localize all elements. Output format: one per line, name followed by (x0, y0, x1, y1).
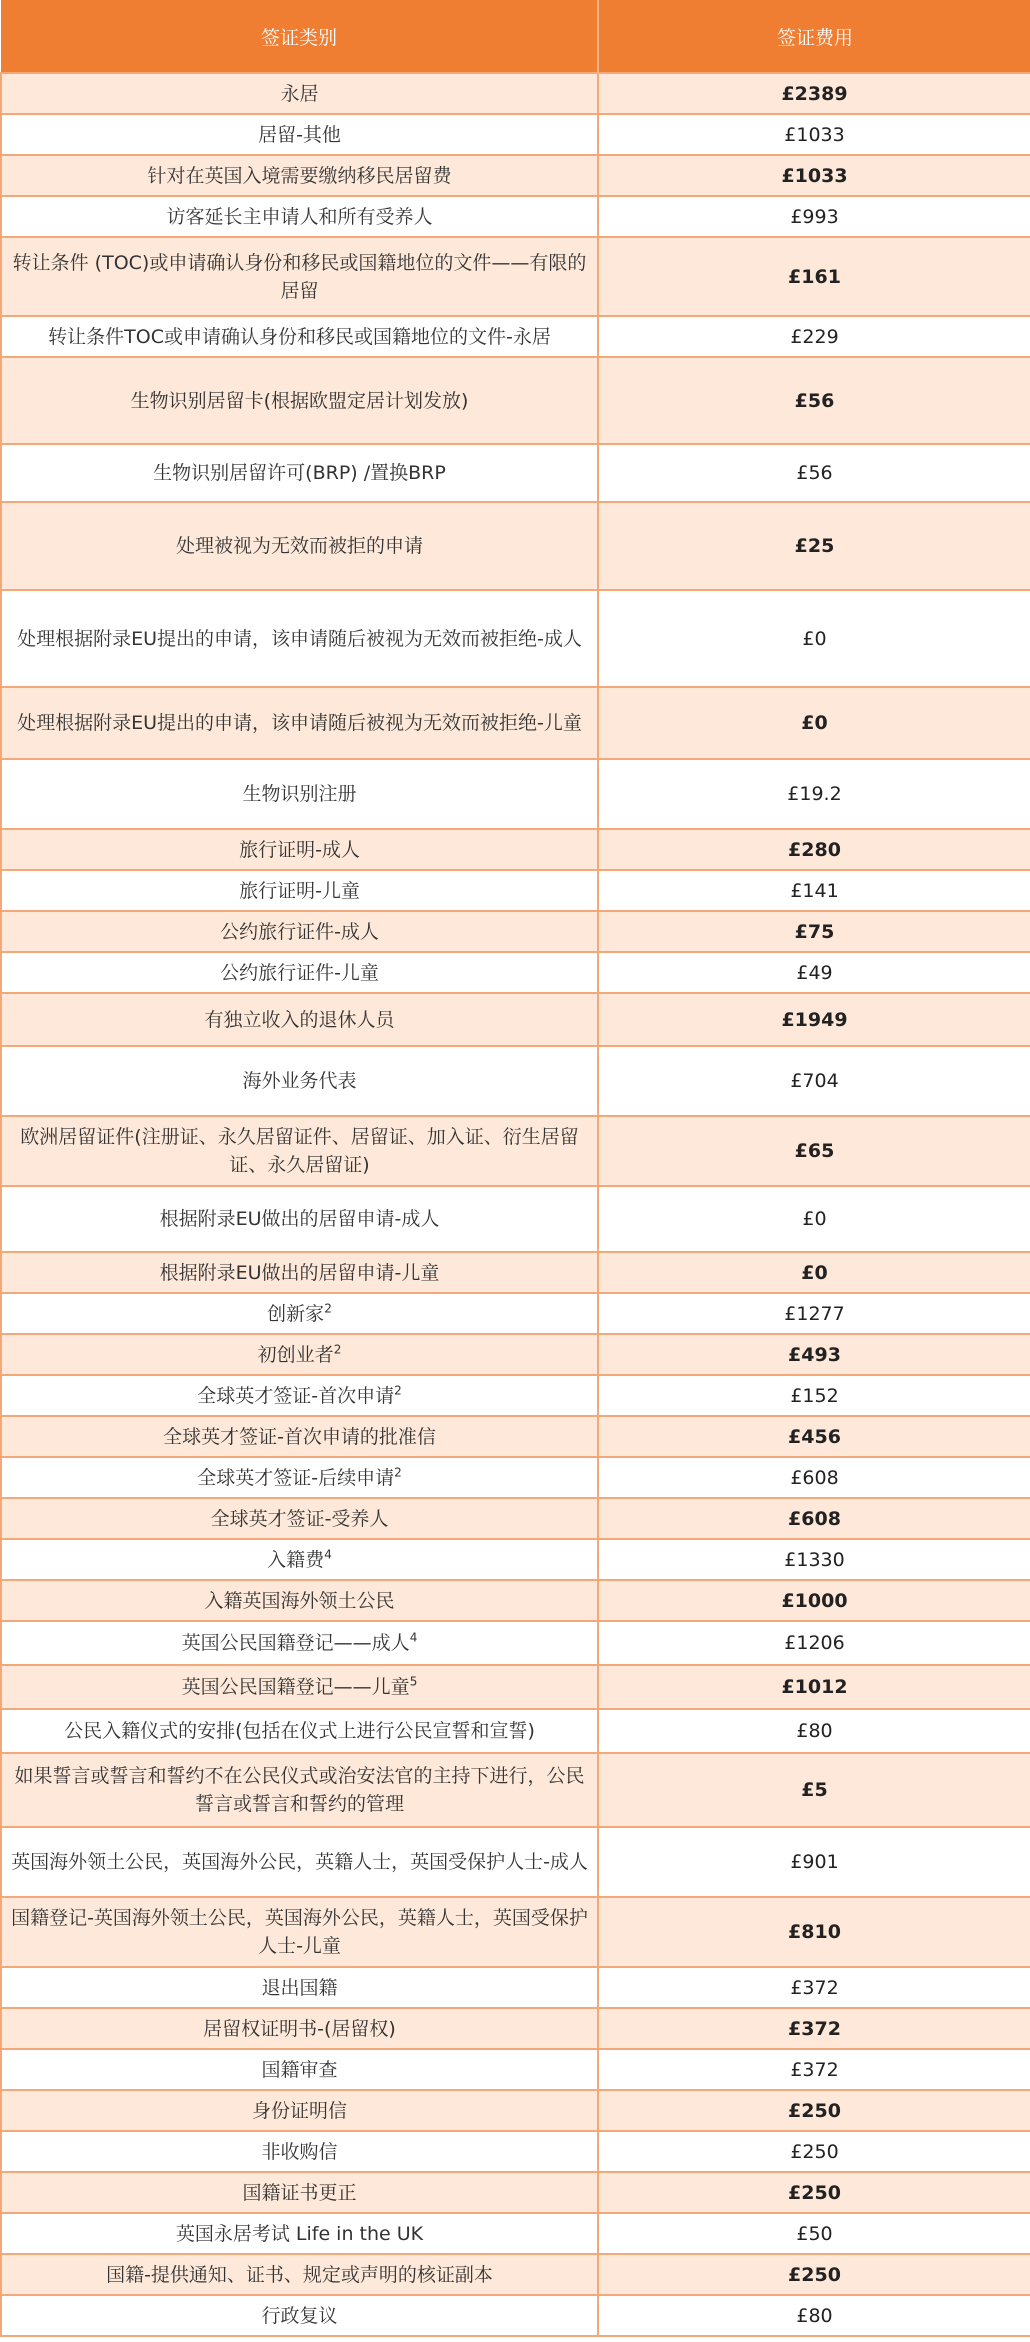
table-row (1, 1334, 1030, 1375)
visa-category-label: 有独立收入的退休人员 (204, 1008, 395, 1031)
table-row (1, 1897, 1030, 1967)
visa-category-label: 根据附录EU做出的居留申请-儿童 (159, 1261, 440, 1284)
table-row (1, 73, 1030, 114)
visa-fee-cell: £141 (598, 870, 1030, 911)
visa-fee-cell: £25 (598, 502, 1030, 590)
table-row (1, 993, 1030, 1046)
visa-fee-cell: £993 (598, 196, 1030, 237)
table-row (1, 1753, 1030, 1827)
visa-category-label: 生物识别注册 (242, 783, 357, 805)
table-row (1, 502, 1030, 590)
visa-fee-cell: £250 (598, 2090, 1030, 2131)
visa-category-cell (1, 2090, 598, 2131)
visa-category-cell (1, 1753, 598, 1827)
visa-category-cell (1, 759, 598, 829)
visa-category-cell (1, 357, 598, 444)
visa-category-cell (1, 2049, 598, 2090)
table-row (1, 1498, 1030, 1539)
visa-category-label: 初创业者 (257, 1343, 334, 1366)
visa-fee-cell: £19.2 (598, 759, 1030, 829)
table-row (1, 2295, 1030, 2336)
table-row (1, 1252, 1030, 1293)
visa-fee-cell: £0 (598, 590, 1030, 687)
visa-fee-cell: £250 (598, 2172, 1030, 2213)
visa-category-label: 入籍英国海外领土公民 (204, 1589, 395, 1612)
visa-category-label: 处理根据附录EU提出的申请，该申请随后被视为无效而被拒绝-成人 (17, 627, 582, 650)
visa-category-label: 身份证明信 (251, 2099, 347, 2122)
header-category: 签证类别 (1, 0, 598, 73)
table-row (1, 444, 1030, 502)
visa-category-label: 针对在英国入境需要缴纳移民居留费 (147, 164, 452, 187)
visa-category-cell (1, 829, 598, 870)
table-row (1, 357, 1030, 444)
visa-fee-cell: £80 (598, 2295, 1030, 2336)
visa-fee-cell: £75 (598, 911, 1030, 952)
visa-fee-cell: £152 (598, 1375, 1030, 1416)
visa-category-label: 英国海外领土公民，英国海外公民，英籍人士，英国受保护人士-成人 (11, 1851, 588, 1873)
visa-fee-cell: £810 (598, 1897, 1030, 1967)
visa-category-cell (1, 2295, 598, 2336)
table-row (1, 2049, 1030, 2090)
visa-category-label: 国籍审查 (261, 2058, 338, 2081)
visa-category-cell (1, 1967, 598, 2008)
visa-fee-cell: £0 (598, 687, 1030, 759)
visa-category-label: 英国永居考试 Life in the UK (175, 2222, 424, 2245)
table-row (1, 1416, 1030, 1457)
visa-category-label: 根据附录EU做出的居留申请-成人 (159, 1208, 440, 1230)
visa-category-label: 转让条件TOC或申请确认身份和移民或国籍地位的文件-永居 (48, 325, 551, 348)
footnote-marker: 4 (324, 1547, 332, 1562)
table-row (1, 1116, 1030, 1186)
visa-category-cell (1, 1293, 598, 1334)
table-row (1, 114, 1030, 155)
visa-fee-cell: £56 (598, 444, 1030, 502)
visa-fee-cell: £5 (598, 1753, 1030, 1827)
visa-category-cell (1, 687, 598, 759)
footnote-marker: 2 (333, 1342, 342, 1357)
visa-category-label: 公约旅行证件-儿童 (220, 961, 379, 984)
visa-category-label: 转让条件 (TOC)或申请确认身份和移民或国籍地位的文件——有限的居留 (12, 251, 587, 302)
visa-category-cell (1, 1334, 598, 1375)
table-row (1, 759, 1030, 829)
visa-fee-cell: £250 (598, 2131, 1030, 2172)
header-fee: 签证费用 (598, 0, 1030, 73)
table-row (1, 1293, 1030, 1334)
visa-category-cell (1, 1252, 598, 1293)
visa-category-cell (1, 1498, 598, 1539)
visa-category-cell (1, 1621, 598, 1665)
visa-category-cell (1, 1539, 598, 1580)
visa-category-cell (1, 1457, 598, 1498)
table-row (1, 237, 1030, 316)
visa-category-label: 生物识别居留卡(根据欧盟定居计划发放) (130, 389, 469, 412)
visa-category-cell (1, 2254, 598, 2295)
visa-category-label: 居留权证明书-(居留权) (203, 2017, 396, 2040)
table-row (1, 1967, 1030, 2008)
table-row (1, 911, 1030, 952)
visa-fee-cell: £250 (598, 2254, 1030, 2295)
visa-fee-cell: £608 (598, 1457, 1030, 1498)
visa-category-label: 行政复议 (261, 2304, 338, 2327)
visa-fee-cell: £1330 (598, 1539, 1030, 1580)
table-row (1, 687, 1030, 759)
visa-category-cell (1, 1580, 598, 1621)
visa-category-cell (1, 237, 598, 316)
table-row (1, 2008, 1030, 2049)
table-row (1, 1375, 1030, 1416)
visa-category-cell (1, 1046, 598, 1116)
visa-fee-cell: £901 (598, 1827, 1030, 1897)
visa-category-label: 访客延长主申请人和所有受养人 (166, 205, 433, 228)
visa-category-cell (1, 114, 598, 155)
visa-category-cell (1, 2172, 598, 2213)
visa-fee-cell: £50 (598, 2213, 1030, 2254)
visa-category-label: 全球英才签证-首次申请的批准信 (163, 1425, 436, 1448)
visa-category-label: 生物识别居留许可(BRP) /置换BRP (153, 462, 446, 484)
visa-category-cell (1, 2131, 598, 2172)
footnote-marker: 2 (394, 1383, 402, 1398)
visa-category-cell (1, 952, 598, 993)
visa-category-cell (1, 1186, 598, 1252)
visa-category-label: 欧洲居留证件(注册证、永久居留证件、居留证、加入证、衍生居留证、永久居留证) (20, 1126, 579, 1176)
table-row (1, 196, 1030, 237)
visa-category-label: 退出国籍 (261, 1976, 338, 1999)
visa-fee-cell: £493 (598, 1334, 1030, 1375)
visa-fee-cell: £229 (598, 316, 1030, 357)
table-row (1, 1457, 1030, 1498)
footnote-marker: 2 (324, 1301, 332, 1316)
visa-category-cell (1, 444, 598, 502)
visa-category-label: 旅行证明-成人 (239, 838, 360, 861)
table-row (1, 2172, 1030, 2213)
visa-category-cell (1, 196, 598, 237)
header-row (1, 0, 1030, 73)
visa-category-label: 国籍证书更正 (242, 2181, 357, 2204)
table-row (1, 829, 1030, 870)
visa-category-cell (1, 155, 598, 196)
table-row (1, 1665, 1030, 1709)
visa-category-label: 如果誓言或誓言和誓约不在公民仪式或治安法官的主持下进行，公民誓言或誓言和誓约的管理 (14, 1765, 585, 1815)
table-row (1, 870, 1030, 911)
table-row (1, 1186, 1030, 1252)
visa-category-cell (1, 1416, 598, 1457)
visa-category-label: 非收购信 (261, 2140, 338, 2163)
footnote-marker: 4 (409, 1630, 418, 1645)
table-row (1, 1827, 1030, 1897)
visa-category-cell (1, 1116, 598, 1186)
visa-category-cell (1, 1897, 598, 1967)
table-row (1, 1621, 1030, 1665)
visa-fee-cell: £1949 (598, 993, 1030, 1046)
visa-category-label: 英国公民国籍登记——成人 (181, 1632, 410, 1654)
visa-category-cell (1, 993, 598, 1046)
visa-category-label: 公民入籍仪式的安排(包括在仪式上进行公民宣誓和宣誓) (64, 1720, 535, 1742)
visa-fee-cell: £49 (598, 952, 1030, 993)
table-row (1, 1046, 1030, 1116)
table-row (1, 1709, 1030, 1753)
visa-category-cell (1, 1827, 598, 1897)
visa-fee-cell: £1206 (598, 1621, 1030, 1665)
visa-category-cell (1, 1665, 598, 1709)
visa-category-cell (1, 2213, 598, 2254)
footnote-marker: 2 (394, 1465, 402, 1480)
visa-category-cell (1, 1709, 598, 1753)
visa-fee-cell: £280 (598, 829, 1030, 870)
visa-fee-cell: £0 (598, 1252, 1030, 1293)
visa-category-label: 国籍登记-英国海外领土公民，英国海外公民，英籍人士，英国受保护人士-儿童 (11, 1907, 588, 1957)
visa-category-label: 处理根据附录EU提出的申请，该申请随后被视为无效而被拒绝-儿童 (17, 712, 582, 734)
visa-fee-cell: £608 (598, 1498, 1030, 1539)
table-row (1, 590, 1030, 687)
table-row (1, 2213, 1030, 2254)
visa-fee-cell: £2389 (598, 73, 1030, 114)
visa-category-label: 公约旅行证件-成人 (220, 920, 379, 943)
visa-category-label: 旅行证明-儿童 (239, 879, 360, 902)
table-row (1, 2131, 1030, 2172)
visa-category-label: 居留-其他 (258, 123, 341, 146)
visa-category-label: 永居 (280, 82, 319, 105)
visa-category-label: 国籍-提供通知、证书、规定或声明的核证副本 (106, 2263, 493, 2286)
visa-category-cell (1, 870, 598, 911)
visa-category-label: 海外业务代表 (242, 1070, 357, 1092)
table-row (1, 2090, 1030, 2131)
table-header (1, 0, 1030, 73)
visa-category-label: 全球英才签证-后续申请 (197, 1466, 395, 1489)
visa-category-label: 英国公民国籍登记——儿童 (181, 1676, 410, 1698)
visa-fee-cell: £80 (598, 1709, 1030, 1753)
visa-category-cell (1, 316, 598, 357)
visa-category-label: 全球英才签证-首次申请 (197, 1384, 395, 1407)
visa-fee-cell: £1033 (598, 155, 1030, 196)
visa-fee-cell: £1012 (598, 1665, 1030, 1709)
visa-category-cell (1, 911, 598, 952)
visa-category-label: 创新家 (267, 1302, 325, 1325)
table-row (1, 1539, 1030, 1580)
visa-fee-cell: £0 (598, 1186, 1030, 1252)
table-row (1, 316, 1030, 357)
visa-fee-cell: £456 (598, 1416, 1030, 1457)
visa-category-cell (1, 590, 598, 687)
footnote-marker: 5 (409, 1674, 418, 1689)
visa-fee-cell: £161 (598, 237, 1030, 316)
visa-category-label: 入籍费 (267, 1548, 325, 1571)
visa-fee-cell: £704 (598, 1046, 1030, 1116)
visa-category-label: 处理被视为无效而被拒的申请 (175, 535, 423, 557)
table-row (1, 952, 1030, 993)
visa-fee-cell: £372 (598, 2008, 1030, 2049)
visa-category-cell (1, 1375, 598, 1416)
visa-category-cell (1, 502, 598, 590)
visa-category-cell (1, 2008, 598, 2049)
visa-fee-cell: £1277 (598, 1293, 1030, 1334)
visa-fee-cell: £372 (598, 1967, 1030, 2008)
visa-fee-cell: £1000 (598, 1580, 1030, 1621)
visa-category-label: 全球英才签证-受养人 (210, 1507, 389, 1530)
table-body (1, 73, 1030, 2336)
visa-fee-cell: £1033 (598, 114, 1030, 155)
visa-category-cell (1, 73, 598, 114)
visa-fee-cell: £372 (598, 2049, 1030, 2090)
visa-fee-cell: £65 (598, 1116, 1030, 1186)
table-row (1, 2254, 1030, 2295)
table-row (1, 1580, 1030, 1621)
visa-fee-cell: £56 (598, 357, 1030, 444)
table-row (1, 155, 1030, 196)
